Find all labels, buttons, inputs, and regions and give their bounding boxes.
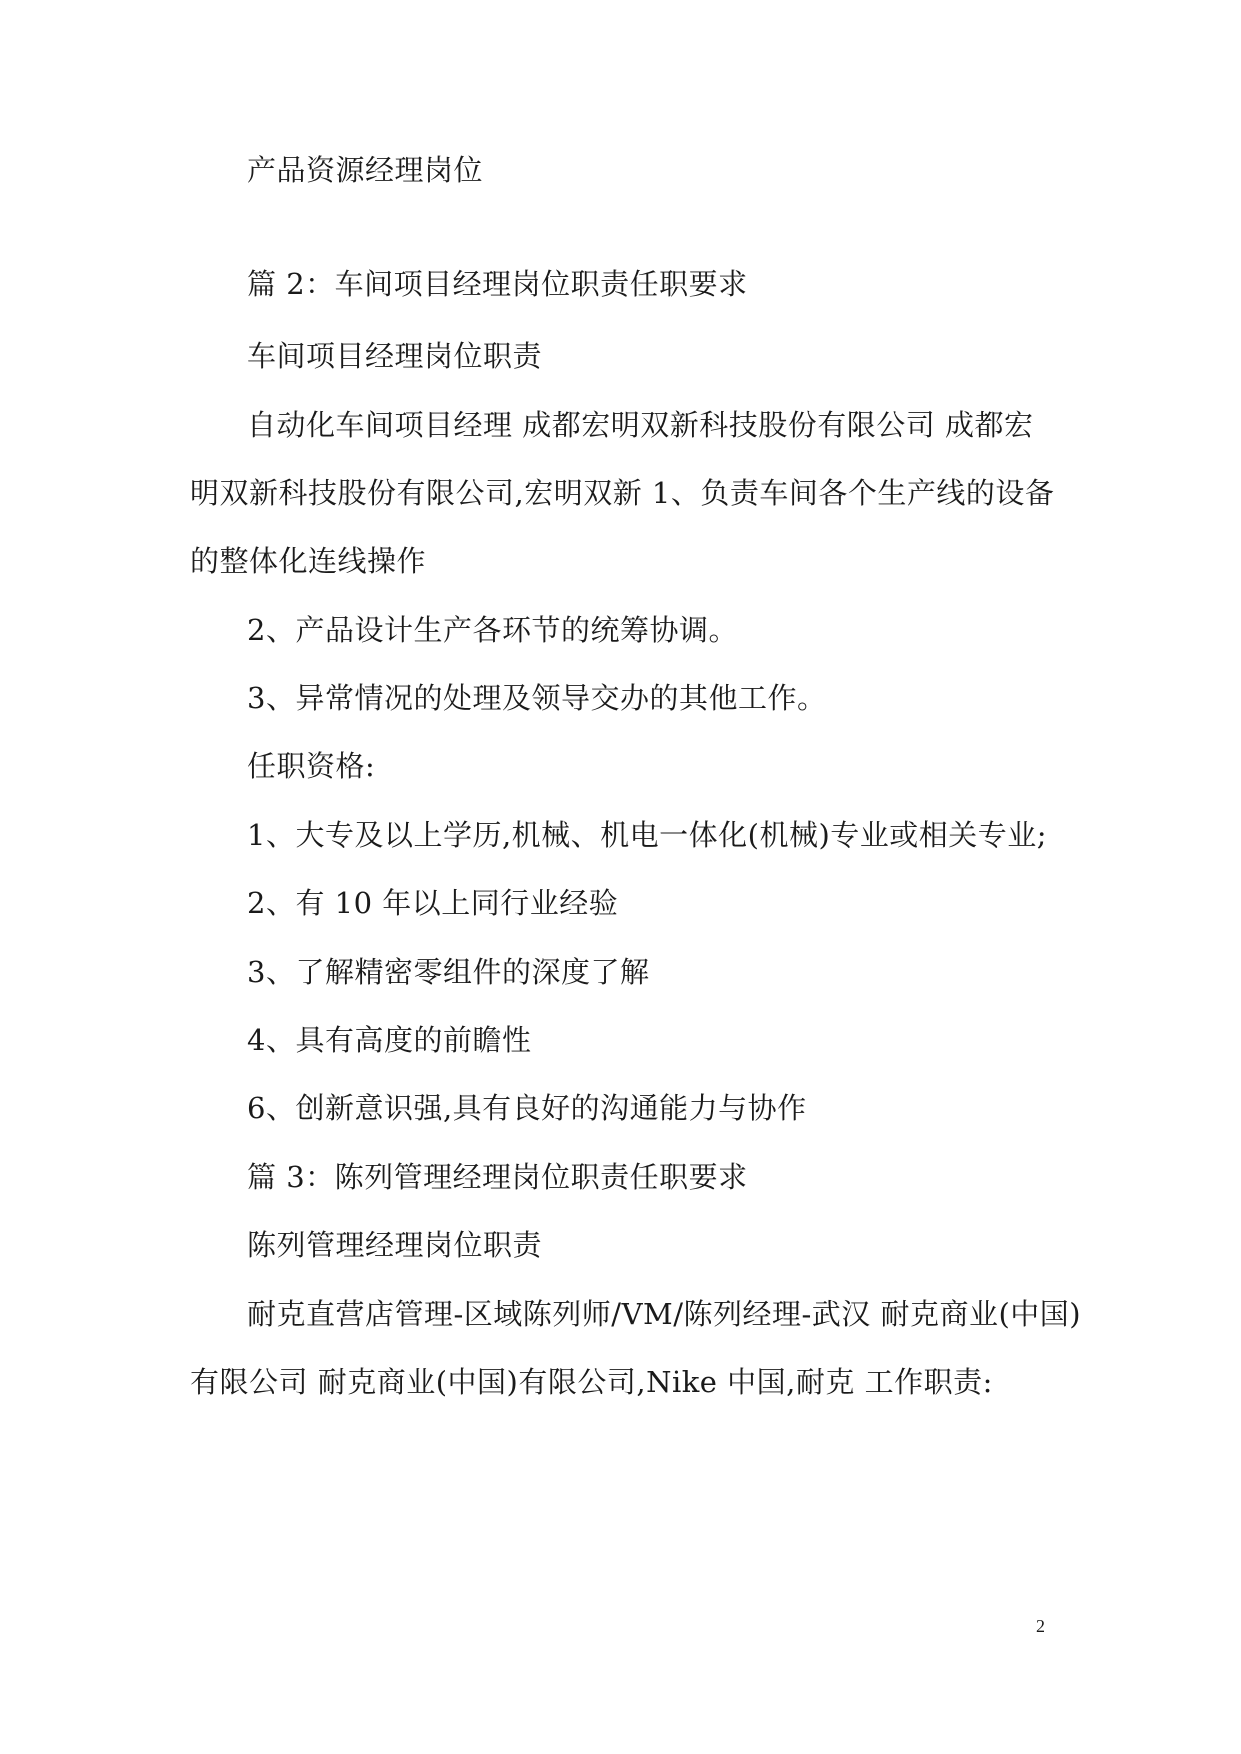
page-number: 2	[1036, 1616, 1045, 1636]
paragraph-line: 耐克直营店管理-区域陈列师/VM/陈列经理-武汉 耐克商业(中国)	[247, 1297, 1082, 1331]
paragraph-line: 明双新科技股份有限公司,宏明双新 1、负责车间各个生产线的设备	[190, 476, 1055, 510]
subheading-qualifications: 任职资格:	[247, 749, 376, 783]
list-item: 6、创新意识强,具有良好的沟通能力与协作	[247, 1091, 807, 1125]
paragraph-line: 的整体化连线操作	[190, 544, 427, 578]
list-item: 2、产品设计生产各环节的统筹协调。	[247, 613, 738, 647]
list-item: 2、有 10 年以上同行业经验	[247, 886, 619, 920]
subheading-workshop-duties: 车间项目经理岗位职责	[247, 339, 543, 373]
subheading-display-duties: 陈列管理经理岗位职责	[247, 1228, 543, 1262]
list-item: 1、大专及以上学历,机械、机电一体化(机械)专业或相关专业;	[247, 818, 1048, 852]
paragraph-line: 有限公司 耐克商业(中国)有限公司,Nike 中国,耐克 工作职责:	[190, 1365, 993, 1399]
list-item: 4、具有高度的前瞻性	[247, 1023, 532, 1057]
list-item: 3、异常情况的处理及领导交办的其他工作。	[247, 681, 827, 715]
list-item: 3、了解精密零组件的深度了解	[247, 955, 650, 989]
section-title-product-resource-manager: 产品资源经理岗位	[247, 153, 484, 187]
section-heading-2: 篇 2：车间项目经理岗位职责任职要求	[247, 267, 748, 301]
paragraph-line: 自动化车间项目经理 成都宏明双新科技股份有限公司 成都宏	[247, 408, 1034, 442]
section-heading-3: 篇 3：陈列管理经理岗位职责任职要求	[247, 1160, 748, 1194]
